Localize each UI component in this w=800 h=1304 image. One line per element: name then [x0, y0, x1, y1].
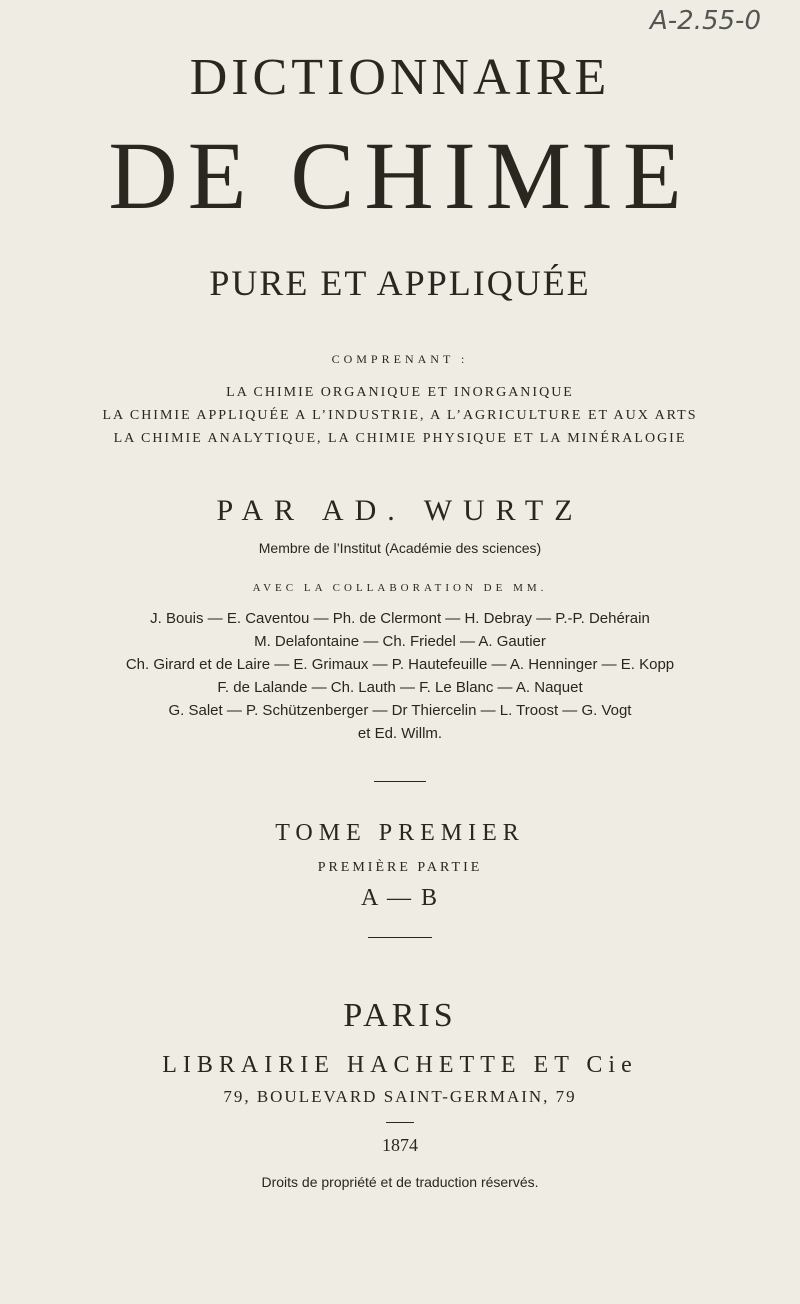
collaborators-line: G. Salet — P. Schützenberger — Dr Thiercelin — L. Troost — G. Vogt — [168, 702, 632, 719]
partie-label: PREMIÈRE PARTIE — [317, 860, 483, 875]
tome-label: TOME PREMIER — [275, 820, 525, 846]
rights-notice: Droits de propriété et de traduction réservés. — [261, 1174, 539, 1190]
author-affiliation: Membre de l’Institut (Académie des sciences) — [258, 540, 542, 556]
divider-rule — [374, 781, 426, 782]
collaborators-line: J. Bouis — E. Caventou — Ph. de Clermont — H. Debray — P.-P. Dehérain — [150, 610, 650, 627]
city: PARIS — [343, 997, 457, 1034]
collaborators-line: M. Delafontaine — Ch. Friedel — A. Gautier — [254, 633, 546, 650]
scope-line: LA CHIMIE ORGANIQUE ET INORGANIQUE — [226, 385, 574, 400]
divider-rule — [386, 1122, 414, 1123]
divider-rule — [368, 937, 432, 938]
author-name: PAR AD. WURTZ — [216, 494, 584, 527]
title-de-chimie: DE CHIMIE — [108, 122, 692, 229]
collaborators-line: et Ed. Willm. — [357, 725, 443, 742]
collaborators-line: Ch. Girard et de Laire — E. Grimaux — P. Hautefeuille — A. Henninger — E. Kopp — [125, 656, 675, 673]
title-pure-appliquee: PURE ET APPLIQUÉE — [209, 263, 591, 303]
title-dictionnaire: DICTIONNAIRE — [189, 49, 611, 106]
publication-year: 1874 — [382, 1135, 418, 1155]
handwritten-shelfmark: A-2.55-0 — [650, 6, 761, 36]
letter-range: A — B — [360, 885, 439, 911]
scope-line: LA CHIMIE APPLIQUÉE A L’INDUSTRIE, A L’AGRICULTURE ET AUX ARTS — [102, 408, 698, 423]
scope-line: LA CHIMIE ANALYTIQUE, LA CHIMIE PHYSIQUE ET LA MINÉRALOGIE — [113, 431, 687, 446]
comprenant-label: COMPRENANT : — [331, 352, 469, 366]
collaborators-line: F. de Lalande — Ch. Lauth — F. Le Blanc — A. Naquet — [217, 679, 583, 696]
publisher-address: 79, BOULEVARD SAINT-GERMAIN, 79 — [223, 1087, 577, 1106]
collaboration-heading: AVEC LA COLLABORATION DE MM. — [252, 582, 548, 594]
publisher: LIBRAIRIE HACHETTE ET Cie — [162, 1052, 638, 1078]
